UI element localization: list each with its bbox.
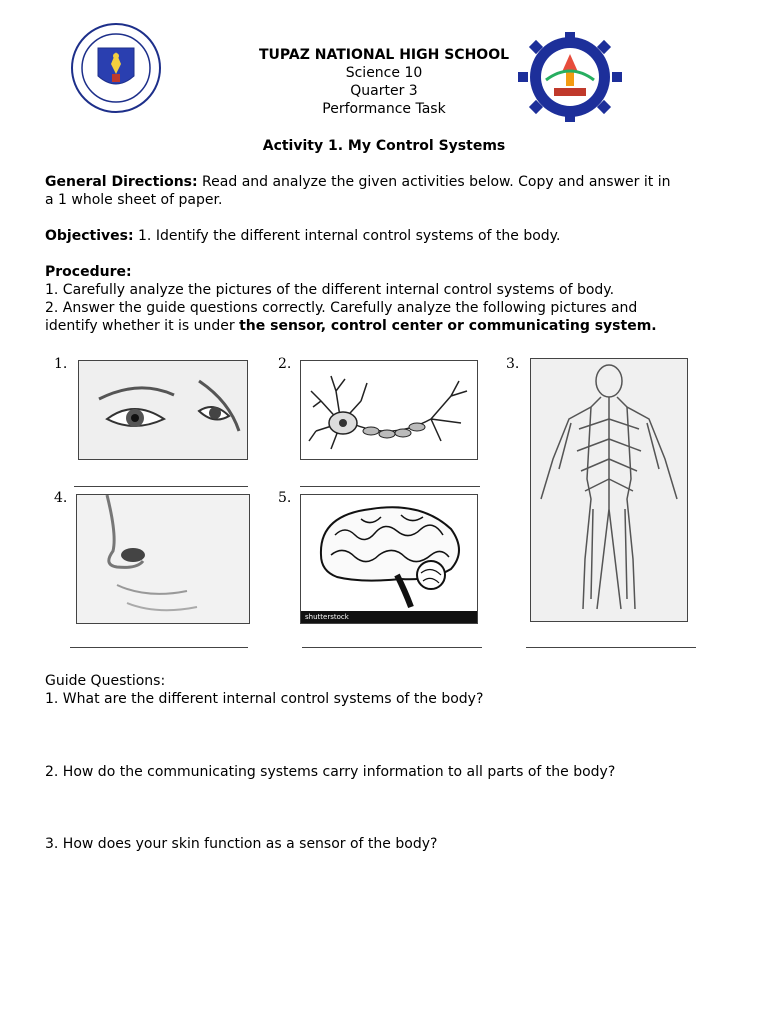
objectives <box>45 227 560 245</box>
picture-1-number: 1. <box>54 356 68 372</box>
procedure-step-2-emphasis: the sensor, control center or communicating system. <box>239 318 657 334</box>
general-directions <box>45 173 670 191</box>
guide-questions-title: Guide Questions: <box>45 673 166 689</box>
brain-icon <box>301 495 477 611</box>
procedure-label: Procedure: <box>45 264 132 280</box>
guide-question-3: 3. How does your skin function as a sensor of the body? <box>45 836 438 852</box>
procedure-step-2: 2. Answer the guide questions correctly. Carefully analyze the following pictures and <box>45 300 638 316</box>
objectives-text: 1. Identify the different internal control systems of the body. <box>133 228 561 244</box>
answer-line-4 <box>70 647 248 648</box>
neuron-icon <box>301 361 477 459</box>
directions-text-2: a 1 whole sheet of paper. <box>45 192 223 208</box>
answer-line-3 <box>526 647 696 648</box>
guide-question-2: 2. How do the communicating systems carry information to all parts of the body? <box>45 764 616 780</box>
school-name: TUPAZ NATIONAL HIGH SCHOOL <box>258 47 510 63</box>
nose-icon <box>77 495 249 623</box>
nervous-system-icon <box>531 359 687 621</box>
directions-text: Read and analyze the given activities below. Copy and answer it in <box>197 174 671 190</box>
answer-line-2 <box>300 486 480 487</box>
guide-question-1: 1. What are the different internal control systems of the body? <box>45 691 484 707</box>
task-type: Performance Task <box>322 101 446 117</box>
subject: Science 10 <box>345 65 423 81</box>
brain-caption: shutterstock <box>305 613 349 621</box>
picture-2-neuron <box>300 360 478 460</box>
activity-title: Activity 1. My Control Systems <box>262 138 506 154</box>
picture-5-number: 5. <box>278 490 292 506</box>
picture-3-number: 3. <box>506 356 520 372</box>
answer-line-5 <box>302 647 482 648</box>
picture-4-number: 4. <box>54 490 68 506</box>
brain-caption-bar <box>301 611 477 623</box>
picture-2-number: 2. <box>278 356 292 372</box>
quarter: Quarter 3 <box>350 83 418 99</box>
picture-3-nervous-system <box>530 358 688 622</box>
objectives-label: Objectives: <box>45 228 134 244</box>
directions-label: General Directions: <box>45 174 198 190</box>
procedure-step-2-prefix: identify whether it is under <box>45 318 240 334</box>
answer-line-1 <box>74 486 248 487</box>
picture-1-eyes <box>78 360 248 460</box>
eyes-icon <box>79 361 247 459</box>
picture-4-nose <box>76 494 250 624</box>
procedure-step-1: 1. Carefully analyze the pictures of the different internal control systems of body. <box>45 282 615 298</box>
procedure-step-2-cont <box>45 317 657 335</box>
picture-5-brain <box>300 494 478 624</box>
